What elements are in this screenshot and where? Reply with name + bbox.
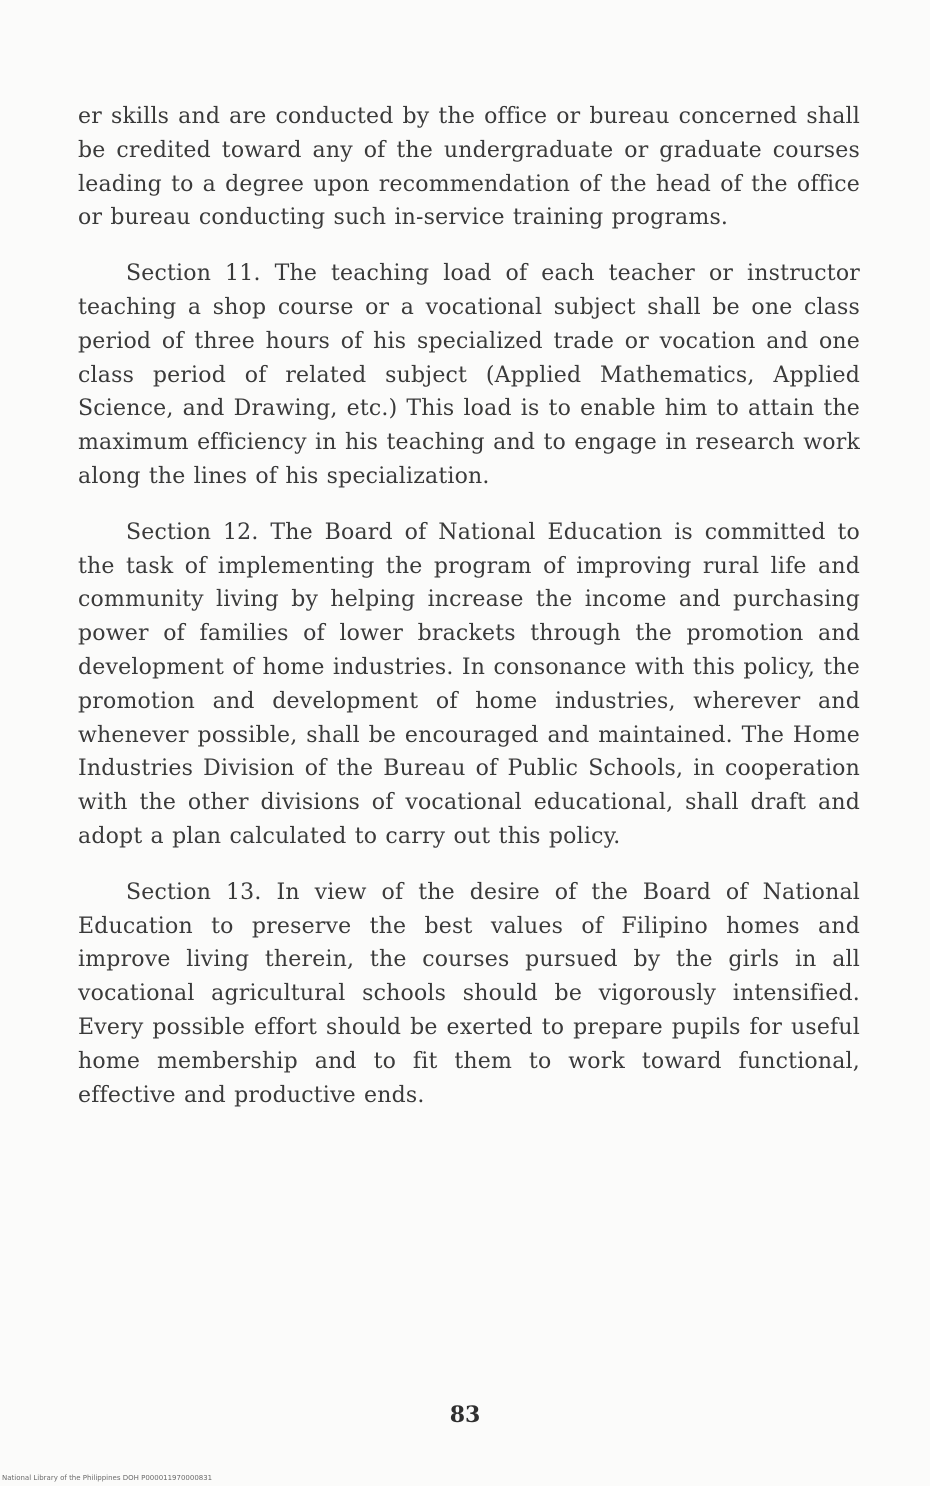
paragraph-continuation: er skills and are conducted by the office or bureau concerned shall be credited toward any of the undergraduate or graduate courses leading to a degree upon recommendation of the head of the office or bureau conducting such in-service training programs.: [78, 104, 860, 231]
paragraph-section-11: Section 11. The teaching load of each teacher or instructor teaching a shop course or a vocational subject shall be one class period of three hours of his specialized trade or vocation and one class period of related subject (Applied Mathematics, Applied Science, and Drawing, etc.) This load is to enable him to attain the maximum efficiency in his teaching and to engage in research work along the lines of his specialization.: [78, 261, 860, 489]
paragraph-section-13: Section 13. In view of the desire of the Board of National Education to preserve the best values of Filipino homes and improve living therein, the courses pursued by the girls in all vocational agricultural schools should be vigorously intensified. Every possible effort should be exerted to prepare pupils for useful home membership and to fit them to work toward functional, effective and productive ends.: [78, 879, 860, 1108]
page-number: 83: [449, 1402, 481, 1428]
footer-note: National Library of the Philippines DOH P000011970000831: [2, 1474, 213, 1482]
body-text: [78, 100, 860, 1134]
paragraph-section-12: Section 12. The Board of National Education is committed to the task of implementing the program of improving rural life and community living by helping increase the income and purchasing power of families of lower brackets through the promotion and development of home industries. In consonance with this policy, the promotion and development of home industries, wherever and whenever possible, shall be encouraged and maintained. The Home Industries Division of the Bureau of Public Schools, in cooperation with the other divisions of vocational educational, shall draft and adopt a plan calculated to carry out this policy.: [78, 519, 860, 849]
